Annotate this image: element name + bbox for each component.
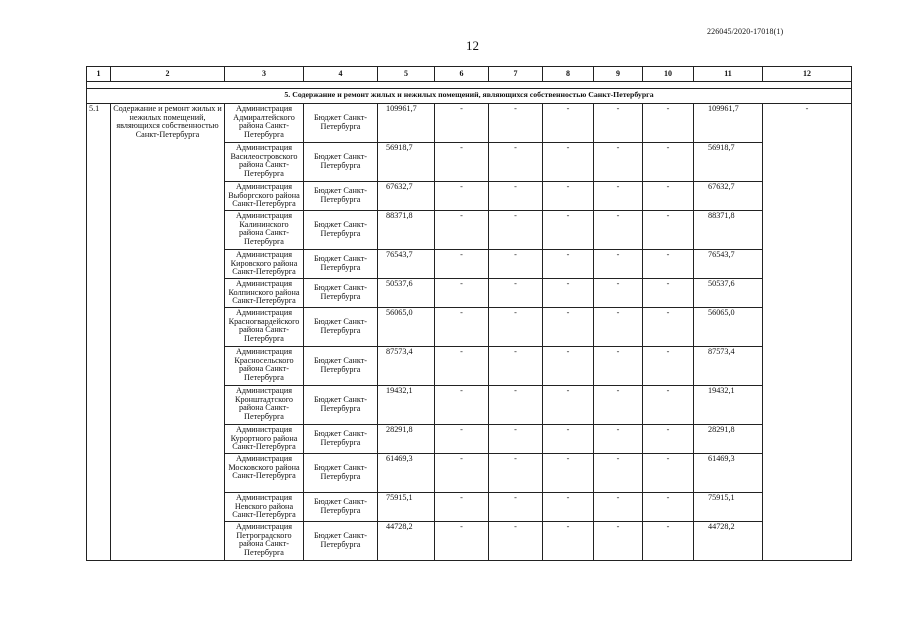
year-value-cell-10: - [643,143,694,182]
funding-source-cell: Бюджет Санкт-Петербурга [304,182,378,211]
year-value-cell-10: - [643,211,694,250]
executor-cell: Администрация Московского района Санкт-Петербурга [225,454,304,493]
year-value-cell-6: - [435,279,489,308]
year-value-cell-10: - [643,104,694,143]
year-value-cell-8: - [543,386,594,425]
year-value-cell-11: 109961,7 [694,104,763,143]
year-value-cell-10: - [643,347,694,386]
year-value-cell-6: - [435,454,489,493]
executor-cell: Администрация Невского района Санкт-Петербурга [225,493,304,522]
col-header-2: 2 [111,67,225,82]
funding-source-cell: Бюджет Санкт-Петербурга [304,104,378,143]
budget-table [86,66,852,561]
year-value-cell-8: - [543,279,594,308]
total-value-cell: 88371,8 [378,211,435,250]
year-value-cell-10: - [643,279,694,308]
year-value-cell-6: - [435,347,489,386]
year-value-cell-6: - [435,211,489,250]
executor-cell: Администрация Красногвардейского района Санкт-Петербурга [225,308,304,347]
funding-source-cell: Бюджет Санкт-Петербурга [304,493,378,522]
executor-cell: Администрация Колпинского района Санкт-Петербурга [225,279,304,308]
total-value-cell: 56065,0 [378,308,435,347]
year-value-cell-8: - [543,493,594,522]
total-value-cell: 56918,7 [378,143,435,182]
year-value-cell-7: - [489,104,543,143]
year-value-cell-8: - [543,522,594,561]
note-cell: - [763,104,852,561]
year-value-cell-10: - [643,386,694,425]
funding-source-cell: Бюджет Санкт-Петербурга [304,279,378,308]
year-value-cell-6: - [435,425,489,454]
executor-cell: Администрация Кировского района Санкт-Петербурга [225,250,304,279]
year-value-cell-7: - [489,386,543,425]
year-value-cell-11: 44728,2 [694,522,763,561]
year-value-cell-8: - [543,454,594,493]
col-header-3: 3 [225,67,304,82]
executor-cell: Администрация Выборгского района Санкт-Петербурга [225,182,304,211]
year-value-cell-10: - [643,425,694,454]
col-header-8: 8 [543,67,594,82]
year-value-cell-9: - [594,279,643,308]
col-header-10: 10 [643,67,694,82]
year-value-cell-9: - [594,182,643,211]
year-value-cell-9: - [594,425,643,454]
funding-source-cell: Бюджет Санкт-Петербурга [304,425,378,454]
funding-source-cell: Бюджет Санкт-Петербурга [304,308,378,347]
year-value-cell-10: - [643,522,694,561]
year-value-cell-11: 19432,1 [694,386,763,425]
col-header-1: 1 [87,67,111,82]
item-number-cell: 5.1 [87,104,111,561]
section-title: 5. Содержание и ремонт жилых и нежилых помещений, являющихся собственностью Санкт-Петербурга [87,89,852,104]
year-value-cell-8: - [543,308,594,347]
executor-cell: Администрация Красносельского района Санкт-Петербурга [225,347,304,386]
executor-cell: Администрация Калининского района Санкт-Петербурга [225,211,304,250]
year-value-cell-7: - [489,279,543,308]
year-value-cell-9: - [594,104,643,143]
document-id: 226045/2020-17018(1) [707,27,784,36]
total-value-cell: 44728,2 [378,522,435,561]
year-value-cell-9: - [594,493,643,522]
year-value-cell-11: 67632,7 [694,182,763,211]
year-value-cell-9: - [594,250,643,279]
year-value-cell-8: - [543,250,594,279]
year-value-cell-7: - [489,250,543,279]
year-value-cell-6: - [435,522,489,561]
year-value-cell-7: - [489,454,543,493]
year-value-cell-7: - [489,493,543,522]
funding-source-cell: Бюджет Санкт-Петербурга [304,211,378,250]
year-value-cell-11: 28291,8 [694,425,763,454]
year-value-cell-6: - [435,104,489,143]
year-value-cell-9: - [594,143,643,182]
col-header-9: 9 [594,67,643,82]
total-value-cell: 61469,3 [378,454,435,493]
col-header-11: 11 [694,67,763,82]
year-value-cell-7: - [489,182,543,211]
column-number-row [87,67,852,82]
funding-source-cell: Бюджет Санкт-Петербурга [304,250,378,279]
year-value-cell-7: - [489,347,543,386]
table-row [87,104,852,143]
year-value-cell-8: - [543,347,594,386]
year-value-cell-11: 61469,3 [694,454,763,493]
year-value-cell-9: - [594,454,643,493]
total-value-cell: 67632,7 [378,182,435,211]
year-value-cell-6: - [435,182,489,211]
year-value-cell-9: - [594,386,643,425]
year-value-cell-11: 56065,0 [694,308,763,347]
total-value-cell: 87573,4 [378,347,435,386]
section-title-row [87,89,852,104]
funding-source-cell: Бюджет Санкт-Петербурга [304,143,378,182]
executor-cell: Администрация Курортного района Санкт-Петербурга [225,425,304,454]
header-spacer-row [87,82,852,89]
year-value-cell-10: - [643,182,694,211]
year-value-cell-7: - [489,143,543,182]
year-value-cell-6: - [435,493,489,522]
year-value-cell-7: - [489,522,543,561]
year-value-cell-11: 88371,8 [694,211,763,250]
executor-cell: Администрация Адмиралтейского района Санкт-Петербурга [225,104,304,143]
year-value-cell-8: - [543,104,594,143]
total-value-cell: 50537,6 [378,279,435,308]
year-value-cell-6: - [435,386,489,425]
year-value-cell-11: 76543,7 [694,250,763,279]
executor-cell: Администрация Петроградского района Санкт-Петербурга [225,522,304,561]
col-header-4: 4 [304,67,378,82]
year-value-cell-11: 87573,4 [694,347,763,386]
year-value-cell-8: - [543,211,594,250]
year-value-cell-10: - [643,493,694,522]
col-header-7: 7 [489,67,543,82]
funding-source-cell: Бюджет Санкт-Петербурга [304,522,378,561]
col-header-6: 6 [435,67,489,82]
year-value-cell-9: - [594,211,643,250]
year-value-cell-11: 56918,7 [694,143,763,182]
year-value-cell-9: - [594,522,643,561]
funding-source-cell: Бюджет Санкт-Петербурга [304,347,378,386]
col-header-5: 5 [378,67,435,82]
year-value-cell-7: - [489,211,543,250]
year-value-cell-8: - [543,143,594,182]
year-value-cell-8: - [543,182,594,211]
year-value-cell-6: - [435,308,489,347]
year-value-cell-6: - [435,250,489,279]
year-value-cell-10: - [643,308,694,347]
total-value-cell: 75915,1 [378,493,435,522]
table-body [87,89,852,561]
year-value-cell-9: - [594,308,643,347]
year-value-cell-7: - [489,425,543,454]
total-value-cell: 28291,8 [378,425,435,454]
year-value-cell-10: - [643,454,694,493]
year-value-cell-11: 75915,1 [694,493,763,522]
executor-cell: Администрация Кронштадтского района Санкт-Петербурга [225,386,304,425]
year-value-cell-7: - [489,308,543,347]
funding-source-cell: Бюджет Санкт-Петербурга [304,386,378,425]
funding-source-cell: Бюджет Санкт-Петербурга [304,454,378,493]
total-value-cell: 109961,7 [378,104,435,143]
total-value-cell: 19432,1 [378,386,435,425]
spacer-cell [87,82,852,89]
item-name-cell: Содержание и ремонт жилых и нежилых помещений, являющихся собственностью Санкт-Петербурга [111,104,225,561]
page-number: 12 [466,38,479,53]
total-value-cell: 76543,7 [378,250,435,279]
year-value-cell-11: 50537,6 [694,279,763,308]
col-header-12: 12 [763,67,852,82]
executor-cell: Администрация Василеостровского района Санкт-Петербурга [225,143,304,182]
year-value-cell-9: - [594,347,643,386]
year-value-cell-10: - [643,250,694,279]
year-value-cell-6: - [435,143,489,182]
year-value-cell-8: - [543,425,594,454]
